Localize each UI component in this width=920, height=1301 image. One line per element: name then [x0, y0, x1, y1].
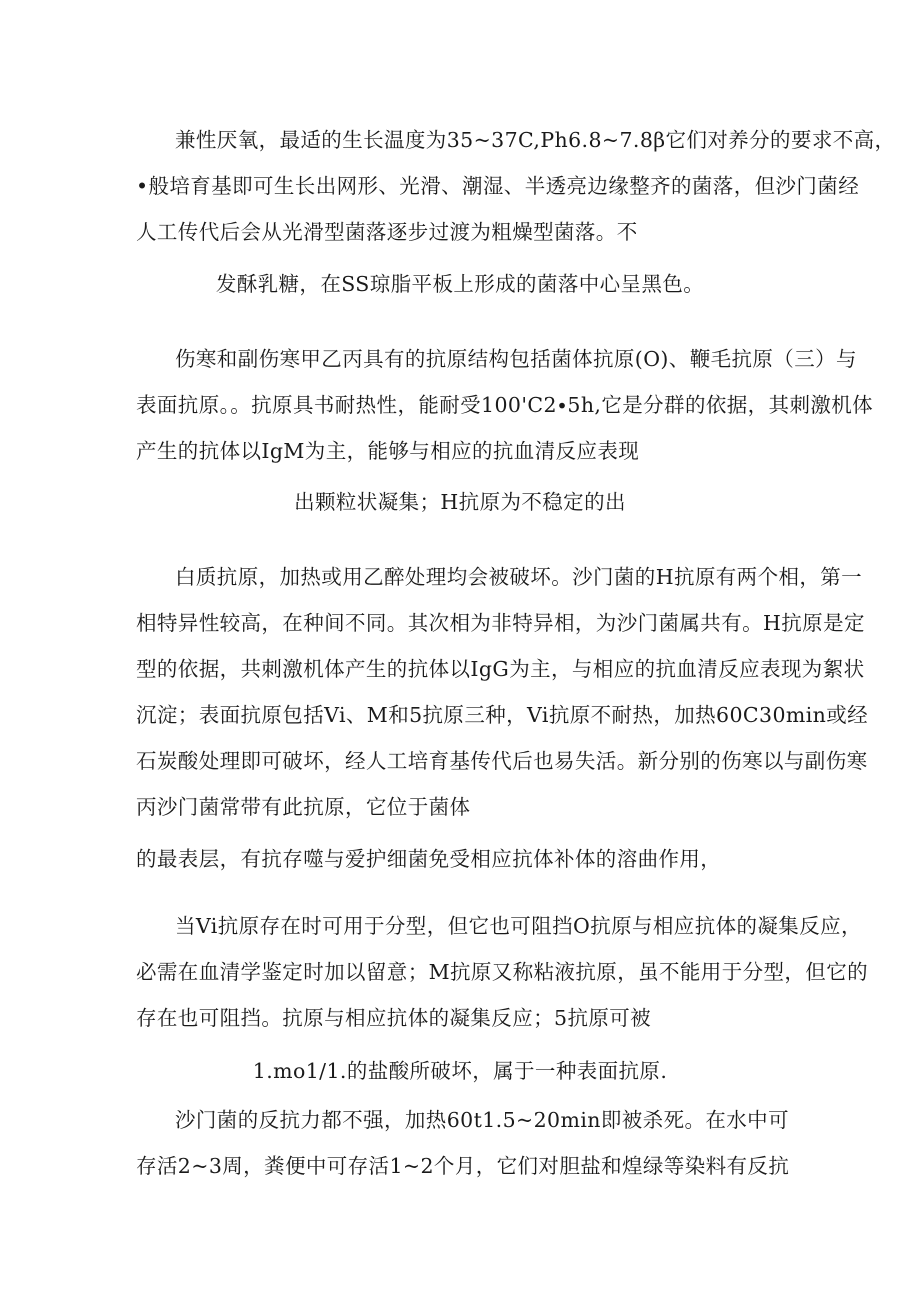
text-line: •般培育基即可生长出网形、光滑、潮湿、半透亮边缘整齐的菌落，但沙门菌经	[136, 174, 860, 198]
text-line: 产生的抗体以IgM为主，能够与相应的抗血清反应表现	[136, 439, 640, 463]
text-line: 相特异性较高，在种间不同。其次相为非特异相，为沙门菌属共有。H抗原是定	[136, 611, 865, 635]
text-line: 人工传代后会从光滑型菌落逐步过渡为粗燥型菌落。不	[136, 220, 638, 244]
text-line: 伤寒和副伤寒甲乙丙具有的抗原结构包括菌体抗原(O)、鞭毛抗原（三）与	[175, 347, 857, 371]
text-line: 白质抗原，加热或用乙醉处理均会被破坏。沙门菌的H抗原有两个相，第一	[175, 565, 863, 589]
text-line: 沙门菌的反抗力都不强，加热60t1.5~20min即被杀死。在水中可	[175, 1108, 789, 1132]
text-line: 的最表层，有抗存噬与爱护细菌免受相应抗体补体的溶曲作用，	[136, 847, 722, 871]
text-line: 型的依据，共刺激机体产生的抗体以IgG为主，与相应的抗血清反应表现为絮状	[136, 657, 865, 681]
text-line: 存在也可阻挡。抗原与相应抗体的凝集反应；5抗原可被	[136, 1006, 652, 1030]
text-line: 表面抗原。。抗原具书耐热性，能耐受100'C2∙5h,它是分群的依据，其刺激机体	[136, 393, 874, 417]
text-line: 当Vi抗原存在时可用于分型，但它也可阻挡O抗原与相应抗体的凝集反应，	[175, 914, 862, 938]
text-line-centered: 1.mo1∕1.的盐酸所破坏，属于一种表面抗原.	[252, 1059, 668, 1083]
text-line: 沉淀；表面抗原包括Vi、M和5抗原三种，Vi抗原不耐热，加热60C30min或经	[136, 703, 869, 727]
text-line-centered: 出颗粒状凝集；H抗原为不稳定的出	[294, 490, 626, 514]
text-line: 石炭酸处理即可破坏，经人工培育基传代后也易失活。新分别的伤寒以与副伤寒	[136, 749, 868, 773]
text-line: 兼性厌氧，最适的生长温度为35~37C,Ph6.8~7.8β它们对养分的要求不高，	[175, 128, 896, 152]
text-line: 存活2~3周，粪便中可存活1~2个月，它们对胆盐和煌绿等染料有反抗	[136, 1154, 790, 1178]
text-line-centered: 发酥乳糖，在SS琼脂平板上形成的菌落中心呈黑色。	[215, 272, 705, 296]
text-line: 必需在血清学鉴定时加以留意；M抗原又称粘液抗原，虽不能用于分型，但它的	[136, 960, 868, 984]
text-line: 丙沙门菌常带有此抗原，它位于菌体	[136, 795, 471, 819]
